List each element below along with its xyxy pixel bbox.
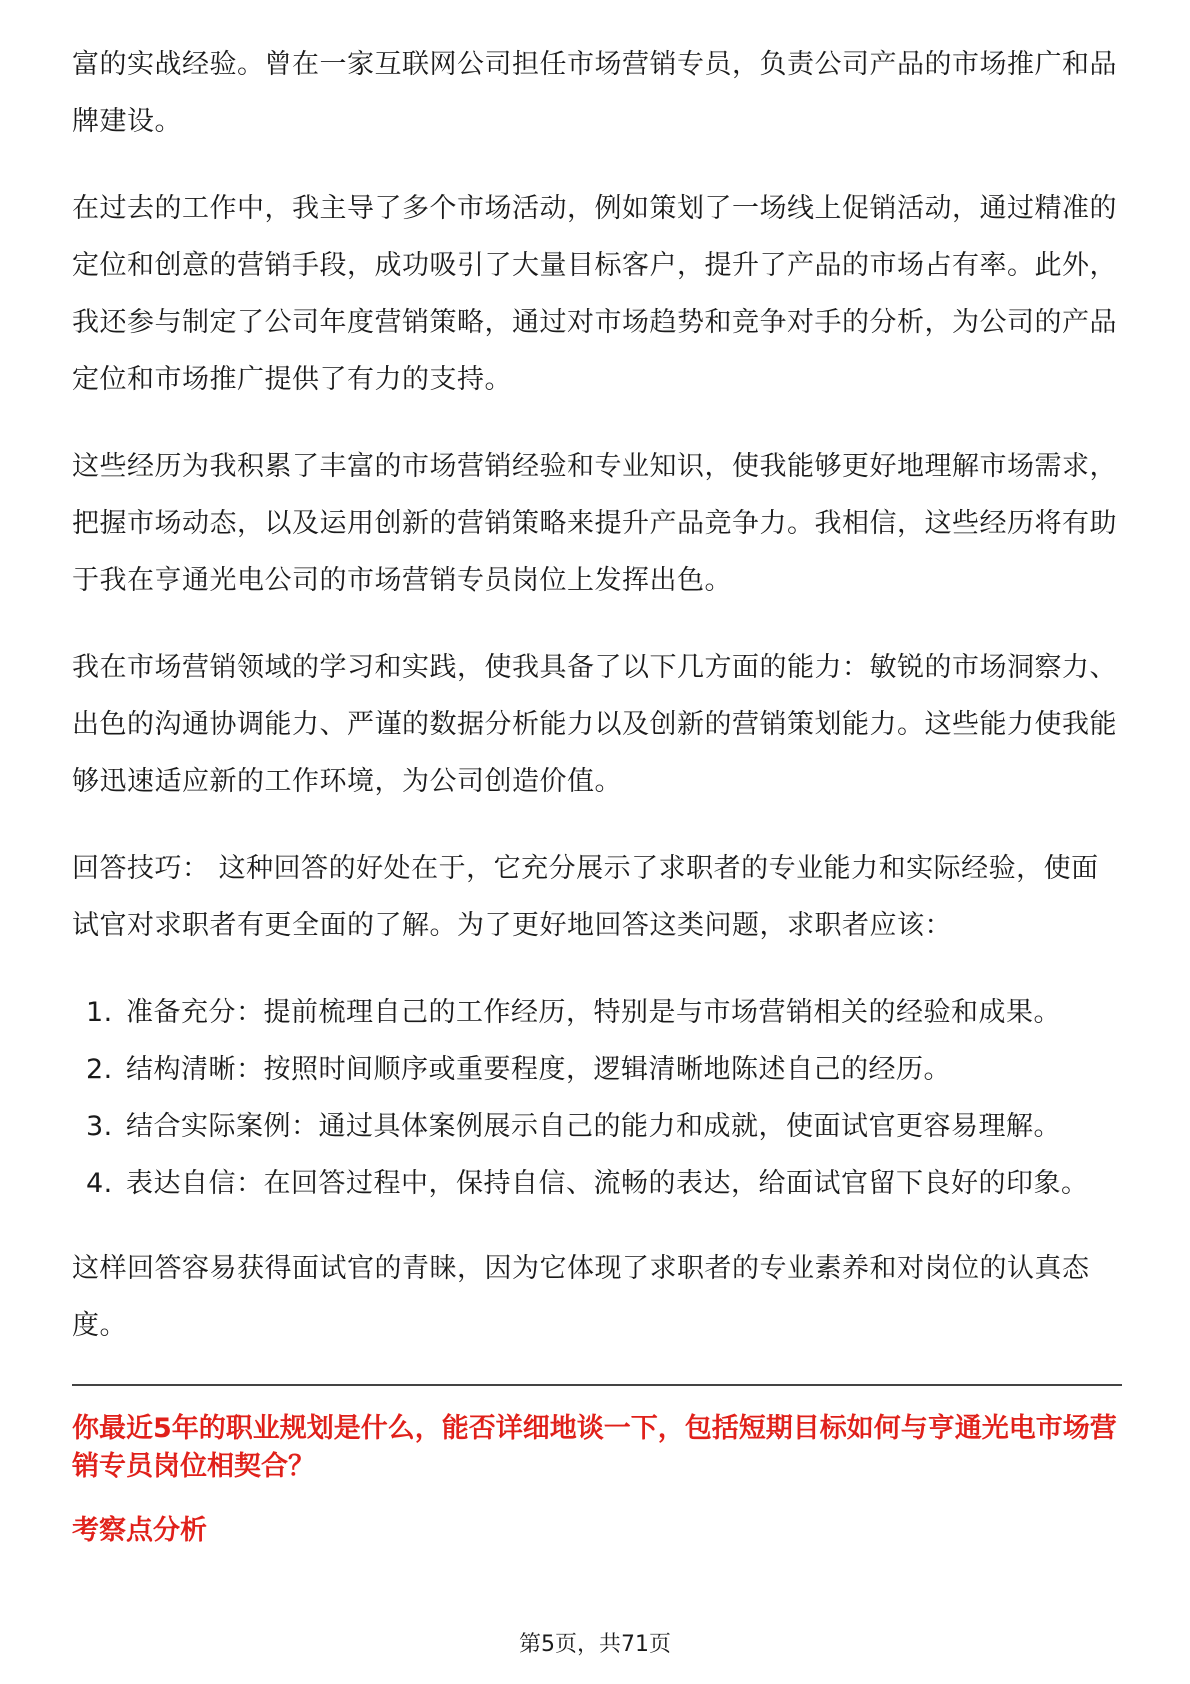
list-item-text: 结构清晰：按照时间顺序或重要程度，逻辑清晰地陈述自己的经历。 — [126, 1054, 951, 1085]
paragraph-answer-tips: 回答技巧： 这种回答的好处在于，它充分展示了求职者的专业能力和实际经验，使面试官对求职者有更全面的了解。为了更好地回答这类问题，求职者应该： — [72, 853, 1099, 941]
list-item — [72, 1155, 1122, 1212]
paragraph-experience-value: 这些经历为我积累了丰富的市场营销经验和专业知识，使我能够更好地理解市场需求，把握市场动态，以及运用创新的营销策略来提升产品竞争力。我相信，这些经历将有助于我在亨通光电公司的市场营销专员岗位上发挥出色。 — [72, 451, 1117, 596]
list-item-text: 表达自信：在回答过程中，保持自信、流畅的表达，给面试官留下良好的印象。 — [126, 1168, 1089, 1199]
list-item-text: 结合实际案例：通过具体案例展示自己的能力和成就，使面试官更容易理解。 — [126, 1111, 1061, 1142]
list-item — [72, 1098, 1122, 1155]
paragraph-past-work: 在过去的工作中，我主导了多个市场活动，例如策划了一场线上促销活动，通过精准的定位和创意的营销手段，成功吸引了大量目标客户，提升了产品的市场占有率。此外，我还参与制定了公司年度营销策略，通过对市场趋势和竞争对手的分析，为公司的产品定位和市场推广提供了有力的支持。 — [72, 193, 1117, 395]
list-item — [72, 984, 1122, 1041]
section-divider — [72, 1384, 1122, 1386]
section-title: 考察点分析 — [72, 1515, 207, 1546]
tips-list — [72, 984, 1122, 1212]
list-item — [72, 1041, 1122, 1098]
list-item-number: 3. — [86, 1111, 113, 1142]
list-item-number: 2. — [86, 1054, 113, 1085]
page-footer: 第5页，共71页 — [519, 1632, 671, 1657]
paragraph-abilities: 我在市场营销领域的学习和实践，使我具备了以下几方面的能力：敏锐的市场洞察力、出色的沟通协调能力、严谨的数据分析能力以及创新的营销策划能力。这些能力使我能够迅速适应新的工作环境，为公司创造价值。 — [72, 652, 1117, 797]
document-page — [72, 36, 1122, 1550]
list-item-text: 准备充分：提前梳理自己的工作经历，特别是与市场营销相关的经验和成果。 — [126, 997, 1061, 1028]
paragraph-experience-intro: 富的实战经验。曾在一家互联网公司担任市场营销专员，负责公司产品的市场推广和品牌建设。 — [72, 49, 1117, 137]
list-item-number: 1. — [86, 997, 113, 1028]
next-question-heading: 你最近5年的职业规划是什么，能否详细地谈一下，包括短期目标如何与亨通光电市场营销专员岗位相契合？ — [72, 1413, 1117, 1482]
paragraph-closing: 这样回答容易获得面试官的青睐，因为它体现了求职者的专业素养和对岗位的认真态度。 — [72, 1253, 1090, 1341]
list-item-number: 4. — [86, 1168, 113, 1199]
